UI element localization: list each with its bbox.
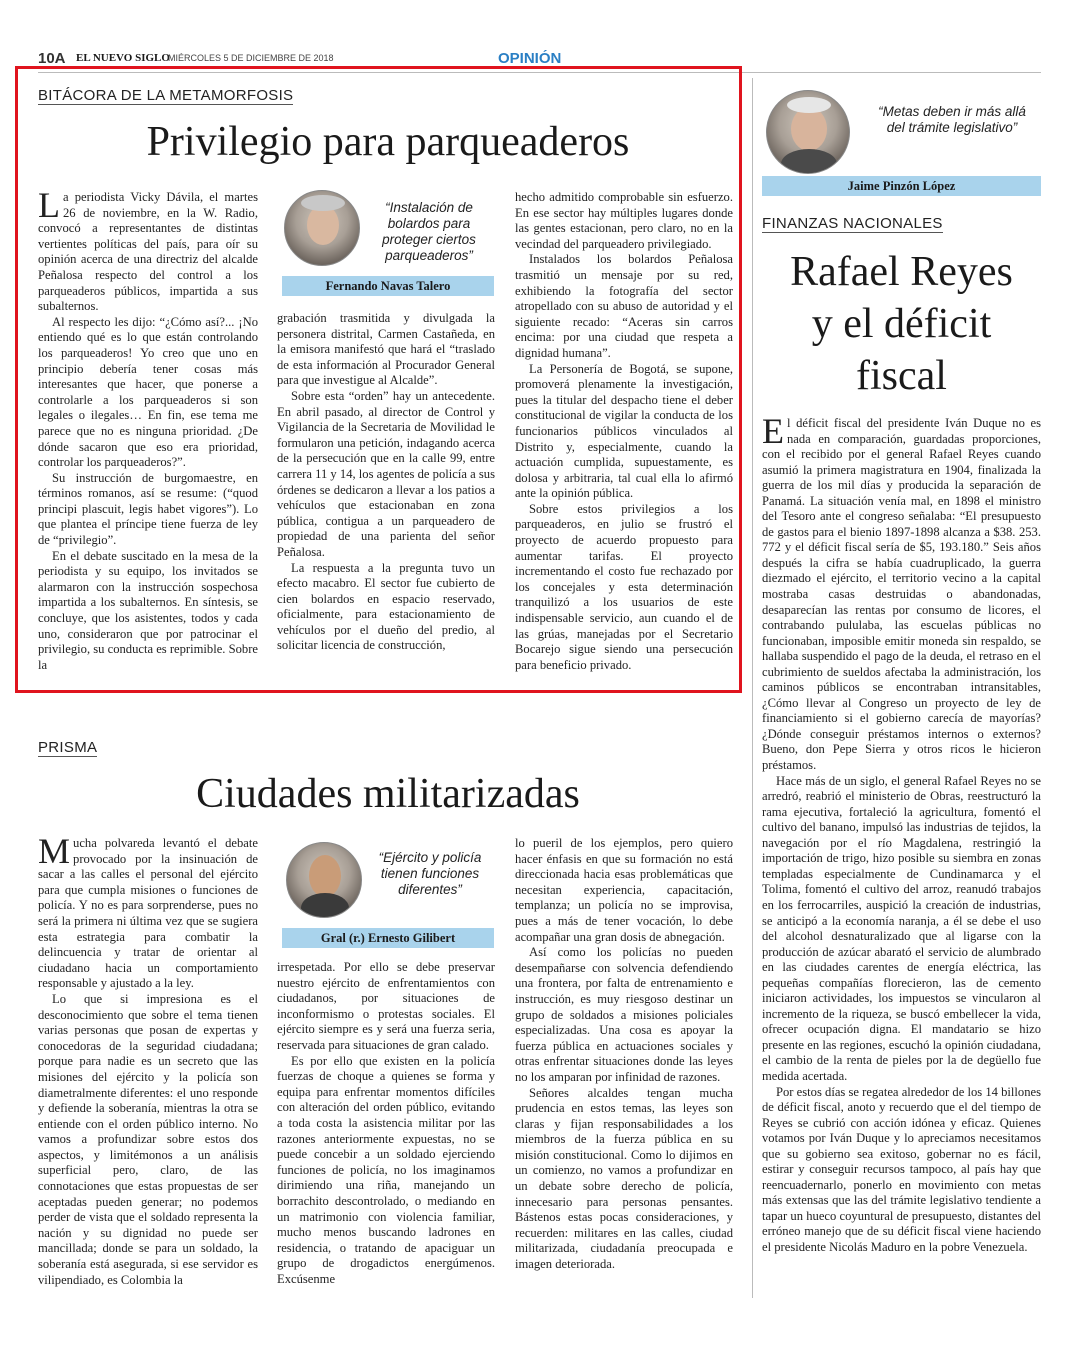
article1-author: Fernando Navas Talero xyxy=(282,276,494,296)
article3-headline: Rafael Reyes y el déficit fiscal xyxy=(790,249,1013,399)
article3-quote: “Metas deben ir más allá del trámite legislativo” xyxy=(878,104,1026,135)
dropcap: L xyxy=(38,190,60,225)
article2-column-2: irrespetada. Por ello se debe preservar nuestro ejército de enfrentamientos con ciudadanos, por situaciones de inconformismo o protestas sociales. El ejército siempre es y será una fuerza seria, reservada para situaciones de gran calado. Es por ello que existen en la policía fuerzas de choque a quienes se forma y equipa para enfrentar momentos difíciles con alteración del orden público, evitando a toda costa la asistencia militar por las razones anteriormente expuestas, no se puede concebir a un soldado ejerciendo funciones de policía, no los imaginamos dirimiendo una riña, manejando un borrachito descontrolado, o mediando en un matrimonio con violencia familiar, mucho menos buscando ladrones en residencia, o tratando de apaciguar un grupo de drogadictos energúmenos. Excúsenme xyxy=(277,960,495,1286)
article2-column-1: Mucha polvareda levantó el debate provocado por la insinuación de sacar a las calles el personal del ejército para que cumpla misiones o funciones de policía. Y no es para sorprenderse, pues no será la primera ni última vez que se sugiera esta estrategia para combatir la delincuencia y tratar de orientar al ciudadano hacia un comportamiento responsable y ajustado a la ley. Lo que si impresiona es el desconocimiento que sobre el tema tienen varias personas que posan de expertas y conocedoras de la seguridad ciudadana; porque para nadie es un secreto que las misiones del ejército y la policía son diametralmente diferentes: el uno responde y defiende la soberanía, mientras la otra se entiende con el orden público interno. No vamos a profundizar sobre estos dos aspectos, y limitémonos a un análisis superficial pero, claro, de las connotaciones que estas propuestas de ser aceptadas pueden generar; no podemos perder de vista que el soldado representa la nación y su dignidad no puede ser mancillada; donde se para un soldado, la soberanía está asegurada, si ese servidor es vilipendiado, es Colombia la xyxy=(38,836,258,1287)
article1-quote: “Instalación de bolardos para proteger ciertos parqueaderos” xyxy=(382,200,476,263)
section-title: OPINIÓN xyxy=(498,50,562,67)
author-photo xyxy=(286,842,362,918)
masthead: EL NUEVO SIGLO xyxy=(76,52,170,64)
article2-headline: Ciudades militarizadas xyxy=(196,771,580,817)
article3-author: Jaime Pinzón López xyxy=(762,176,1041,196)
page-number: 10A xyxy=(38,50,66,67)
author-photo xyxy=(284,190,360,266)
article2-author: Gral (r.) Ernesto Gilibert xyxy=(282,928,494,948)
article2-quote-box xyxy=(282,838,494,950)
dropcap: E xyxy=(762,416,784,451)
article2-column-3: lo pueril de los ejemplos, pero quiero hacer énfasis en que su formación no está direccionada hacia esas problemáticas que necesitan experiencia, capacitación, templanza; un policía no se improvisa, pues a más de tener vocación, lo debe acompañar una gran dosis de abnegación. Así como los policías no pueden desempañarse con solvencia defendiendo una frontera, por falta de entrenamiento e instrucción, es muy riesgoso destinar un grupo de soldados a misiones policiales especializadas. Una cosa es apoyar la fuerza pública en actuaciones sociales y otras enfrentar situaciones donde las leyes no los amparan por infinidad de razones. Señores alcaldes tengan mucha prudencia en estos temas, las leyes son claras y fijan responsabilidades a los miembros de la fuerza pública en su misión constitucional. Como lo dijimos en un comienzo, no vamos a profundizar en un debate sobre derecho de policía, innecesario para personas pensantes. Bástenos estas pocas consideraciones, y recuerden: militares en las calles, ciudad militarizada, ciudadanía preocupada e imagen deteriorada. xyxy=(515,836,733,1272)
article1-column-2: grabación trasmitida y divulgada la personera distrital, Carmen Castañeda, en la emisora manifestó que hará el “traslado de esta información al Procurador General para que investigue al Alcalde”. Sobre esta “orden” hay un antecedente. En abril pasado, al director de Control y Vigilancia de la Secretaria de Movilidad le formularon una petición, indagando acerca de la persecución que en la calle 99, entre carrera 11 y 14, los agentes de policía a sus órdenes se dedicaron a llevar a los patios a vehículos que estacionaban en zona pública, contigua a un parqueadero de propiedad de una parienta del señor Peñalosa. La respuesta a la pregunta tuvo un efecto macabro. El sector fue cubierto de cien bolardos en espacio reservado, oficialmente, para estacionamiento de vehículos por el dueño del predio, al solicitar licencia de construcción, xyxy=(277,311,495,653)
article2-quote: “Ejército y policía tienen funciones diferentes” xyxy=(378,850,482,897)
article3-kicker: FINANZAS NACIONALES xyxy=(762,215,943,232)
dropcap: M xyxy=(38,836,71,871)
author-photo xyxy=(766,90,850,174)
article2-kicker: PRISMA xyxy=(38,739,98,756)
column-divider xyxy=(752,78,753,1298)
article1-column-3: hecho admitido comprobable sin esfuerzo. En ese sector hay múltiples lugares donde las gentes estacionan, pero claro, no en la vecindad del parqueadero privilegiado. Instalados los bolardos Peñalosa trasmitió un mensaje por su red, exhibiendo la fotografía del sector atropellado con su abuso de autoridad y el siguiente recado: “Aceras sin carros encima: por una ciudad que respeta a dignidad humana”. La Personería de Bogotá, se supone, promoverá plenamente la investigación, pues la titular del despacho tiene el deber constitucional de vigilar la conducta de los funcionarios públicos vinculados al Distrito y, especialmente, cuando la actuación cumplida, supuestamente, es dolosa y arbitraria, tal cual ella lo afirmó ante la opinión pública. Sobre estos privilegios a los parqueaderos, en julio se frustró el proyecto de acuerdo propuesto para aumentar tarifas. El proyecto incrementando el costo fue rechazado por los concejales y esta determinación tranquilizó a los usuarios de este indispensable servicio, aun cuando el de las grúas, manejadas por el Secretario Bocarejo sigue siendo una persecución para beneficio privado. xyxy=(515,190,733,672)
article1-quote-box xyxy=(282,186,494,298)
article1-kicker: BITÁCORA DE LA METAMORFOSIS xyxy=(38,87,294,104)
article1-column-1: La periodista Vicky Dávila, el martes 26 de noviembre, en la W. Radio, convocó a representantes de distintas vertientes políticas del país, para oír su opinión acerca de una directriz del alcalde Peñalosa respecto del control a los parqueaderos públicos, impartida a sus subalternos. Al respecto les dijo: “¿Cómo así?... ¡No entiendo qué es lo que están controlando los parqueaderos! Yo creo que uno en principio debería tener cosas más interesantes que hacer, que ponerse a controlarle a los parqueaderos si son legales o ilegales… En fin, ese tema me parece que no es ninguna prioridad. ¿De dónde sacaron que eso era prioridad, controlar los parqueaderos?”. Su instrucción de burgomaestre, en términos romanos, así se resume: (“quod principi plascuit, legis habet vigores”). Lo que plantea el príncipe tiene fuerza de ley de “privilegio”. En el debate suscitado en la mesa de la periodista y su equipo, los invitados se alarmaron con la instrucción sospechosa impartida a los subalternos. En síntesis, se concluye, que los asistentes, todos y cada uno, consideraron que por patrocinar el privilegio, su conducta es reprimible. Sobre la xyxy=(38,190,258,672)
article3-column: El déficit fiscal del presidente Iván Duque no es nada en comparación, guardadas proporciones, con el recibido por el general Rafael Reyes cuando asumió la primera magistratura en 1904, finalizada la guerra de los mil días y producida la separación de Panamá. La situación venía mal, en 1898 el ministro del Tesoro ante el congreso señalaba: “El presupuesto de gastos para el bienio 1897-1898 alcanza a $38. 253. 772 y el déficit fiscal sería de $5, 193.180.” Seis años después la cifra se había cuadruplicado, la guerra diezmado el ejército, el territorio vecino a la capital mostraba casas destruidas o abandonadas, desaparecían las rentas por consumo de licores, el contrabando pululaba, las escuelas públicas no funcionaban, imposible emitir moneda sin respaldo, se hallaba suspendido el pago de la deuda, el retraso en el cubrimiento de sueldos afectaba la administración, los caminos públicos se encontraban intransitables, ¿Cómo llevar al Congreso un proyecto de ley de financiamiento si el gobierno carecía de mayorías? ¿Dónde conseguir préstamos internos o externos? Bueno, don Pepe Sierra y otros ricos le hicieron préstamos. Hace más de un siglo, el general Rafael Reyes no se arredró, reabrió el ministerio de Obras, reestructuró la rama ejecutiva, fortaleció la agricultura, fomentó el cultivo del banano, impulsó las industrias de tejidos, la navegación por el río Magdalena, restringió la importación de trigo, hizo posible su siembra en zonas templadas especialmente de Cundinamarca y el Tolima, fomentó el cultivo del arroz, reanudó trabajos en los ferrocarriles, auspició la creación de industrias, se anticipó a la economía naranja, a él se debe el uso del alcohol desnaturalizado que al ligarse con la producción de azúcar abarató el servicio de alumbrado en las ciudades carentes de energía eléctrica, las pequeñas compañías florecieron, las de cemento iniciaron actividades, los impuestos se vincularon al incremento de la riqueza, se buscó embellecer la vida, ofrecer ocupación digna. El mandatario se hizo presente en las regiones, escuchó la opinión ciudadana, el cambio de la renta de pieles por la de degüello fue medida acertada. Por estos días se regatea alrededor de los 14 billones de déficit fiscal, anoto y recuerdo que el del tiempo de Reyes se cubrió con acción idónea y eficaz. Quienes votamos por Iván Duque y lo apreciamos necesitamos que su gobierno sea exitoso, gobernar no es fácil, estirar y conseguir recursos tampoco, al país hay que reencuadernarlo, ponerlo en movimiento con metas más extensas que las del trámite legislativo tendiente a tapar un hueco coyuntural de presupuesto, distantes del erróneo manejo que de su déficit fiscal viene haciendo el presidente Nicolás Maduro en la pobre Venezuela. xyxy=(762,416,1041,1254)
dateline: MIÉRCOLES 5 DE DICIEMBRE DE 2018 xyxy=(168,53,334,63)
article3-quote-box xyxy=(762,90,1041,198)
article1-headline: Privilegio para parqueaderos xyxy=(146,119,630,165)
